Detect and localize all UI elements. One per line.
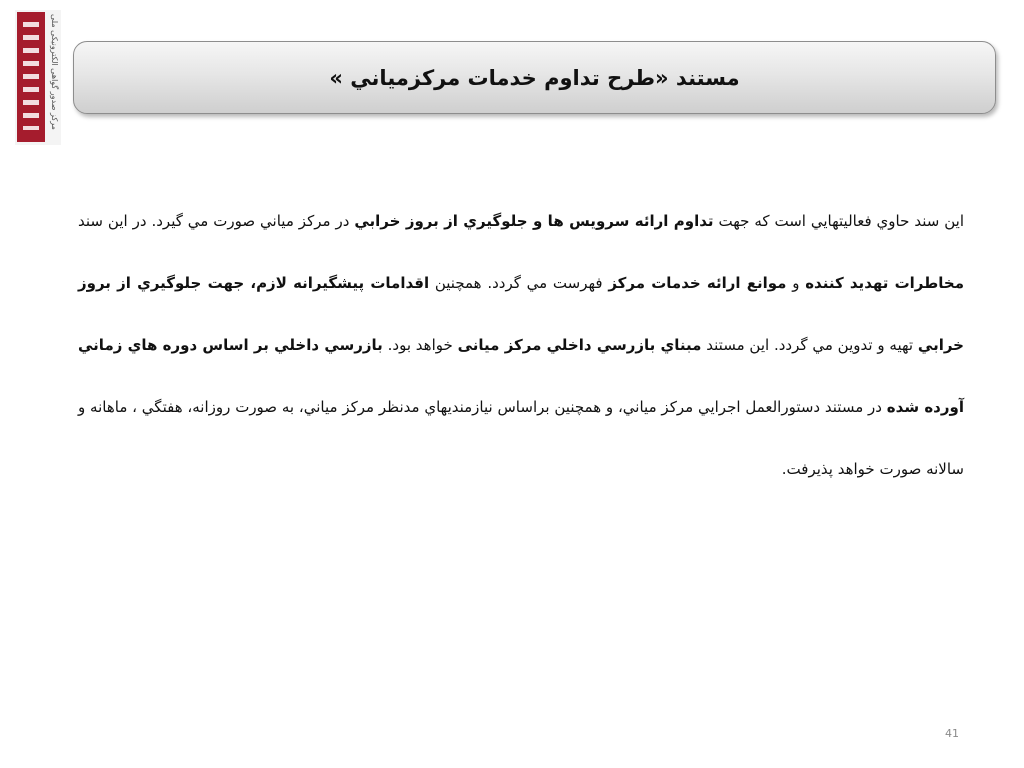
brand-tagline-text: مرکز صدور گواهی الکترونیکی ملی: [50, 14, 59, 130]
paragraph-text: تهيه و تدوين مي گردد. اين مستند: [701, 336, 918, 354]
slide-title-box: [73, 41, 996, 114]
slide-body-paragraph: [78, 190, 964, 500]
paragraph-emphasis: مبناي بازرسي داخلي مرکز ميانی: [457, 336, 702, 354]
paragraph-emphasis: موانع ارائه خدمات مرکز: [608, 274, 787, 292]
paragraph-emphasis: بازرسي داخلي بر اساس دوره هاي زماني آورده شده: [78, 336, 964, 416]
paragraph-emphasis: مخاطرات تهديد کننده: [805, 274, 964, 292]
page-number: 41: [945, 727, 959, 740]
brand-tagline: [48, 14, 60, 140]
paragraph-text: در مستند دستورالعمل اجرايي مرکز مياني، و همچنين براساس نيازمنديهاي مدنظر مرکز مياني، به صورت روزانه، هفتگي ، ماهانه و سالانه صورت خواهد پذيرفت.: [78, 398, 964, 478]
paragraph-text: خواهد بود.: [382, 336, 458, 354]
paragraph-emphasis: اقدامات پيشگيرانه لازم، جهت جلوگيري از بروز خرابي: [78, 274, 964, 354]
brand-logo-icon: [17, 12, 45, 142]
slide-title: مستند «طرح تداوم خدمات مرکزمياني »: [329, 65, 740, 90]
paragraph-text: اين سند حاوي فعاليتهايي است که جهت: [713, 212, 964, 230]
paragraph-text: و: [786, 274, 806, 292]
paragraph-emphasis: تداوم ارائه سرويس ها و جلوگيري از بروز خرابي: [354, 212, 714, 230]
paragraph-text: فهرست مي گردد. همچنين: [429, 274, 609, 292]
paragraph-text: در مرکز مياني صورت مي گيرد. در اين سند: [78, 212, 355, 230]
brand-logo: [15, 10, 61, 145]
